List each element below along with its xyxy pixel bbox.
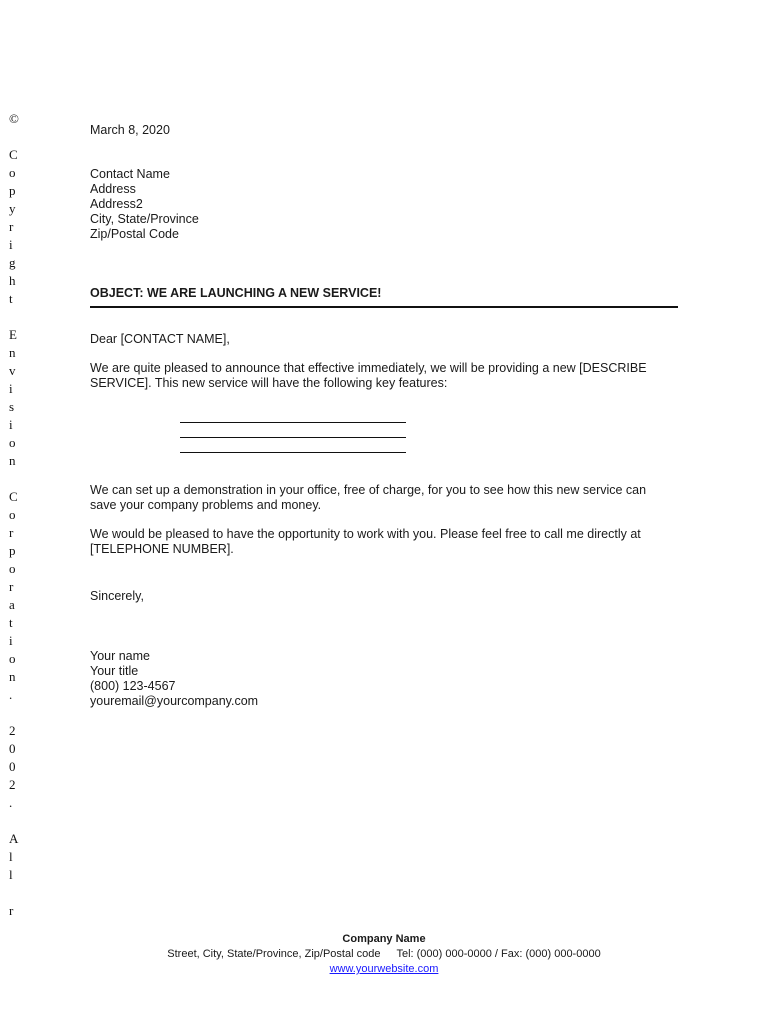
feature-blank-lines — [180, 408, 406, 453]
footer-address-line — [0, 947, 768, 962]
feature-line — [180, 423, 406, 438]
footer-website-link[interactable]: www.yourwebsite.com — [329, 963, 439, 975]
letter-date: March 8, 2020 — [90, 123, 170, 137]
recipient-name: Contact Name — [90, 167, 170, 181]
recipient-block — [90, 167, 199, 242]
signature-email: youremail@yourcompany.com — [90, 694, 259, 708]
signature-name: Your name — [90, 649, 150, 663]
footer-address: Street, City, State/Province, Zip/Postal code — [167, 948, 381, 960]
recipient-city: City, State/Province — [90, 212, 199, 226]
salutation: Dear [CONTACT NAME], — [90, 332, 230, 346]
signature-phone: (800) 123-4567 — [90, 679, 176, 693]
closing: Sincerely, — [90, 589, 144, 603]
signature-title: Your title — [90, 664, 139, 678]
paragraph-contact: We would be pleased to have the opportunity to work with you. Please feel free to call me directly at [TELEPHONE NUMBER]. — [90, 527, 641, 556]
paragraph-intro: We are quite pleased to announce that effective immediately, we will be providing a new [DESCRIBE SERVICE]. This new service will have the following key features: — [90, 361, 647, 390]
recipient-zip: Zip/Postal Code — [90, 227, 179, 241]
footer-tel-fax: Tel: (000) 000-0000 / Fax: (000) 000-0000 — [396, 948, 601, 960]
feature-line — [180, 438, 406, 453]
paragraph-demo: We can set up a demonstration in your office, free of charge, for you to see how this new service can save your company problems and money. — [90, 483, 647, 512]
page-footer — [0, 932, 768, 977]
recipient-address: Address — [90, 182, 136, 196]
side-copyright-notice: © C o p y r i g h t E n v i s i o n C o r p o r a t i o n . 2 0 0 2 . A l l r — [9, 111, 19, 918]
signature-block — [90, 649, 258, 709]
recipient-address2: Address2 — [90, 197, 143, 211]
feature-line — [180, 408, 406, 423]
object-heading: OBJECT: WE ARE LAUNCHING A NEW SERVICE! — [90, 286, 678, 308]
footer-company-name: Company Name — [342, 933, 426, 945]
